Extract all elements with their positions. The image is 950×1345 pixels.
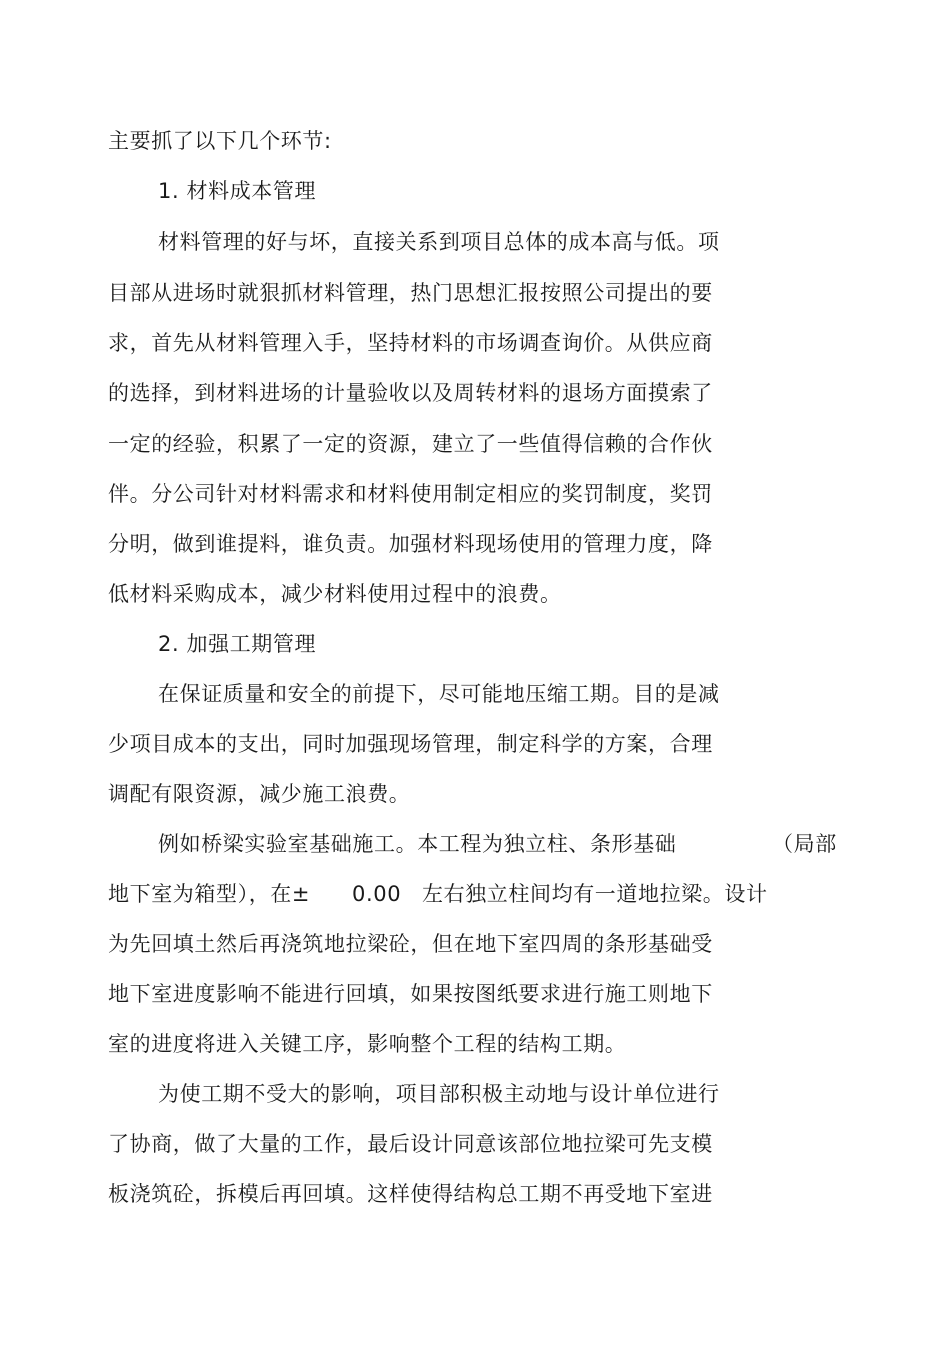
paragraph-line: 为先回填土然后再浇筑地拉梁砼，但在地下室四周的条形基础受 [108, 932, 713, 956]
paragraph-line: 室的进度将进入关键工序，影响整个工程的结构工期。 [108, 1032, 627, 1056]
paragraph-line: 一定的经验，积累了一定的资源，建立了一些值得信赖的合作伙 [108, 432, 713, 456]
paragraph-line: 板浇筑砼，拆模后再回填。这样使得结构总工期不再受地下室进 [108, 1182, 713, 1206]
paragraph-line: 少项目成本的支出，同时加强现场管理，制定科学的方案，合理 [108, 732, 713, 756]
elevation-value: 0.00 [352, 882, 402, 906]
paragraph-line: 的选择，到材料进场的计量验收以及周转材料的退场方面摸索了 [108, 381, 713, 405]
section-heading-2: 2. 加强工期管理 [158, 632, 317, 656]
paragraph-line: 为使工期不受大的影响，项目部积极主动地与设计单位进行 [158, 1082, 720, 1106]
paragraph-line: 伴。分公司针对材料需求和材料使用制定相应的奖罚制度，奖罚 [108, 482, 713, 506]
paragraph-line: 地下室进度影响不能进行回填，如果按图纸要求进行施工则地下 [108, 982, 713, 1006]
intro-line: 主要抓了以下几个环节: [108, 129, 332, 153]
paragraph-line: 在保证质量和安全的前提下，尽可能地压缩工期。目的是减 [158, 682, 720, 706]
paragraph-line: 地下室为箱型），在± [108, 882, 311, 906]
paragraph-line-tail: （局部 [772, 832, 837, 856]
paragraph-line: 调配有限资源，减少施工浪费。 [108, 782, 411, 806]
paragraph-line-tail: 左右独立柱间均有一道地拉梁。设计 [422, 882, 768, 906]
paragraph-line: 分明，做到谁提料，谁负责。加强材料现场使用的管理力度，降 [108, 532, 713, 556]
paragraph-line: 材料管理的好与坏，直接关系到项目总体的成本高与低。项 [158, 230, 720, 254]
paragraph-line: 求，首先从材料管理入手，坚持材料的市场调查询价。从供应商 [108, 331, 713, 355]
paragraph-line: 例如桥梁实验室基础施工。本工程为独立柱、条形基础 [158, 832, 677, 856]
paragraph-line: 低材料采购成本，减少材料使用过程中的浪费。 [108, 582, 562, 606]
paragraph-line: 了协商，做了大量的工作，最后设计同意该部位地拉梁可先支模 [108, 1132, 713, 1156]
paragraph-line: 目部从进场时就狠抓材料管理，热门思想汇报按照公司提出的要 [108, 281, 713, 305]
section-heading-1: 1. 材料成本管理 [158, 179, 317, 203]
